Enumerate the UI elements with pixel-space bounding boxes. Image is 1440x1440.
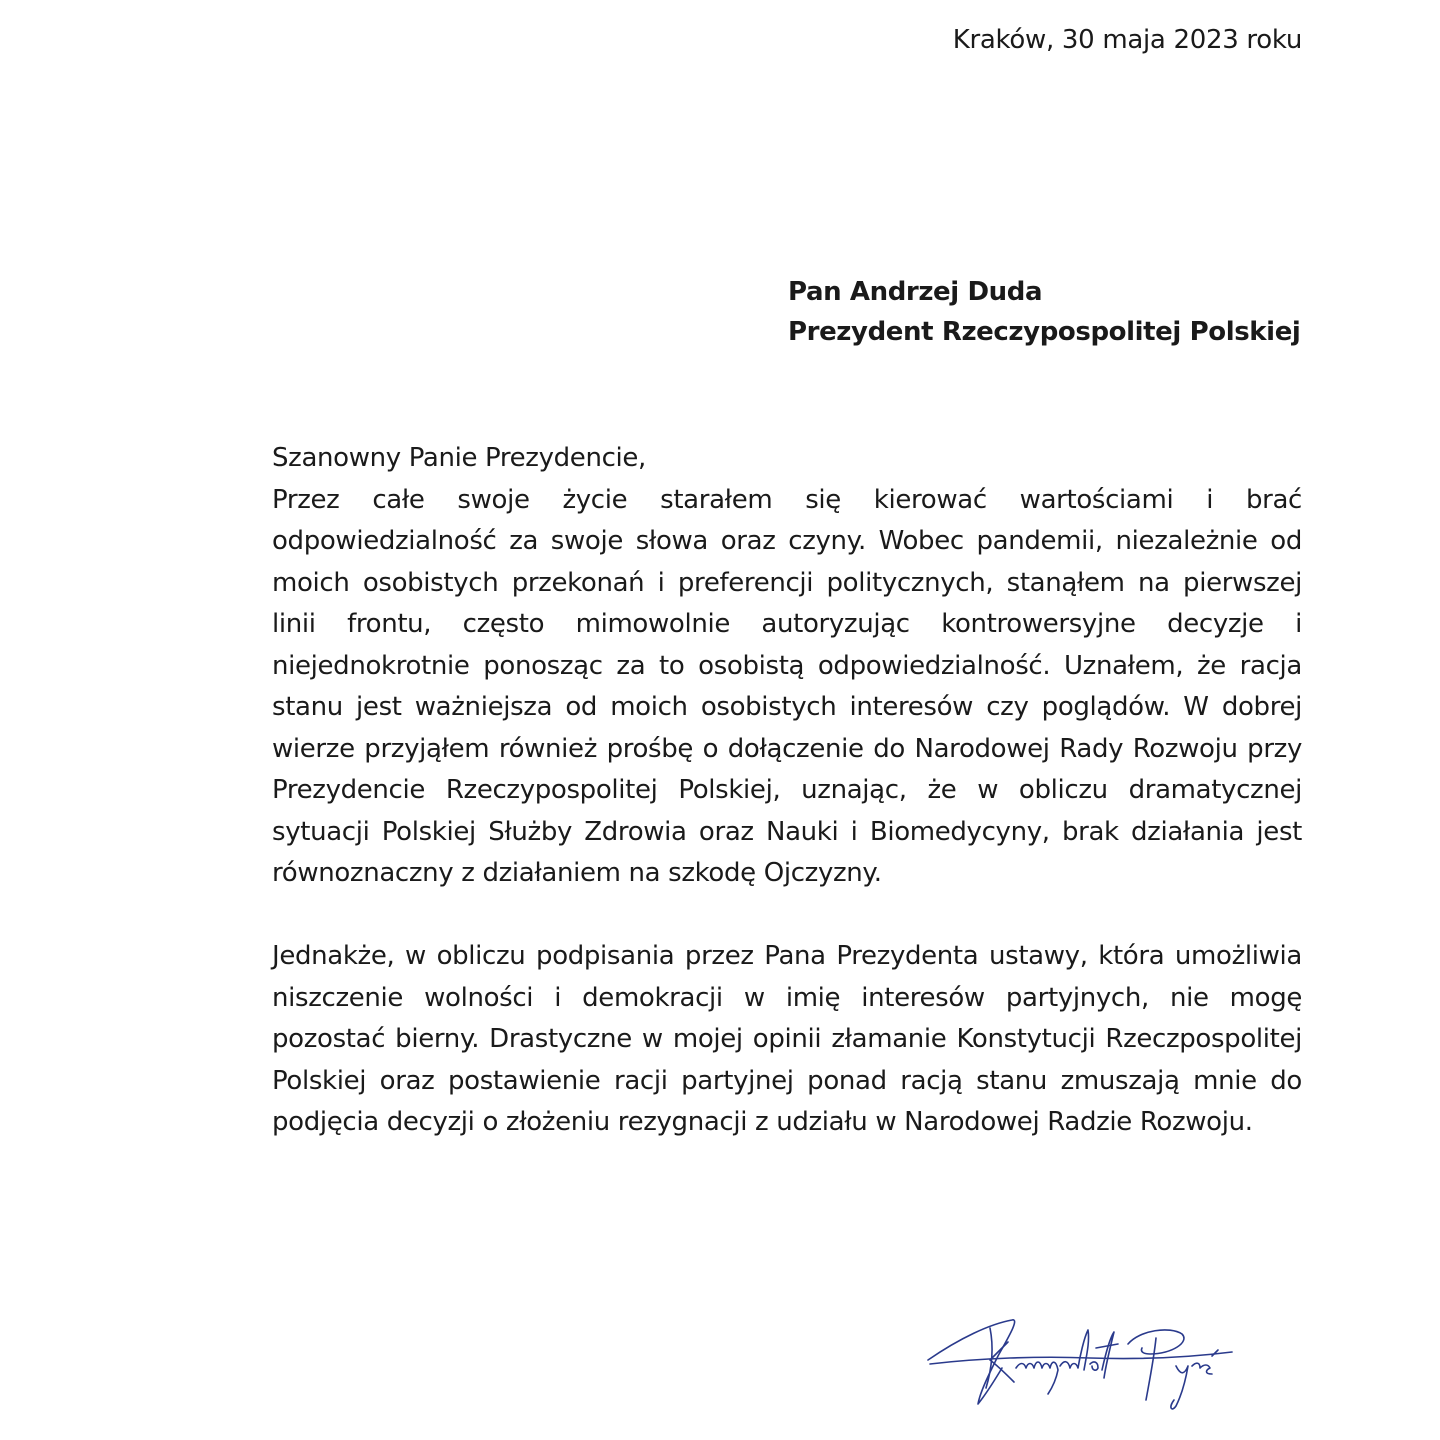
recipient-name: Pan Andrzej Duda <box>788 277 1043 307</box>
recipient-title: Prezydent Rzeczypospolitej Polskiej <box>788 317 1301 347</box>
recipient-block <box>788 272 1300 352</box>
handwritten-signature <box>920 1308 1240 1418</box>
paragraph-2: Jednakże, w obliczu podpisania przez Pana Prezydenta ustawy, która umożliwia niszczenie wolności i demokracji w imię interesów partyjnych, nie mogę pozostać bierny. Drastyczne w mojej opinii złamanie Konstytucji Rzeczpospolitej Polskiej oraz postawienie racji partyjnej ponad racją stanu zmuszają mnie do podjęcia decyzji o złożeniu rezygnacji z udziału w Narodowej Radzie Rozwoju. <box>272 941 1302 1137</box>
paragraph-1: Przez całe swoje życie starałem się kierować wartościami i brać odpowiedzialność za swoje słowa oraz czyny. Wobec pandemii, niezależnie od moich osobistych przekonań i preferencji politycznych, stanąłem na pierwszej linii frontu, często mimowolnie autoryzując kontrowersyjne decyzje i niejednokrotnie ponosząc za to osobistą odpowiedzialność. Uznałem, że racja stanu jest ważniejsza od moich osobistych interesów czy poglądów. W dobrej wierze przyjąłem również prośbę o dołączenie do Narodowej Rady Rozwoju przy Prezydencie Rzeczypospolitej Polskiej, uznając, że w obliczu dramatycznej sytuacji Polskiej Służby Zdrowia oraz Nauki i Biomedycyny, brak działania jest równoznaczny z działaniem na szkodę Ojczyzny. <box>272 484 1302 888</box>
salutation: Szanowny Panie Prezydencie, <box>272 443 646 473</box>
letter-body <box>272 438 1302 1144</box>
letter-date: Kraków, 30 maja 2023 roku <box>952 25 1302 55</box>
